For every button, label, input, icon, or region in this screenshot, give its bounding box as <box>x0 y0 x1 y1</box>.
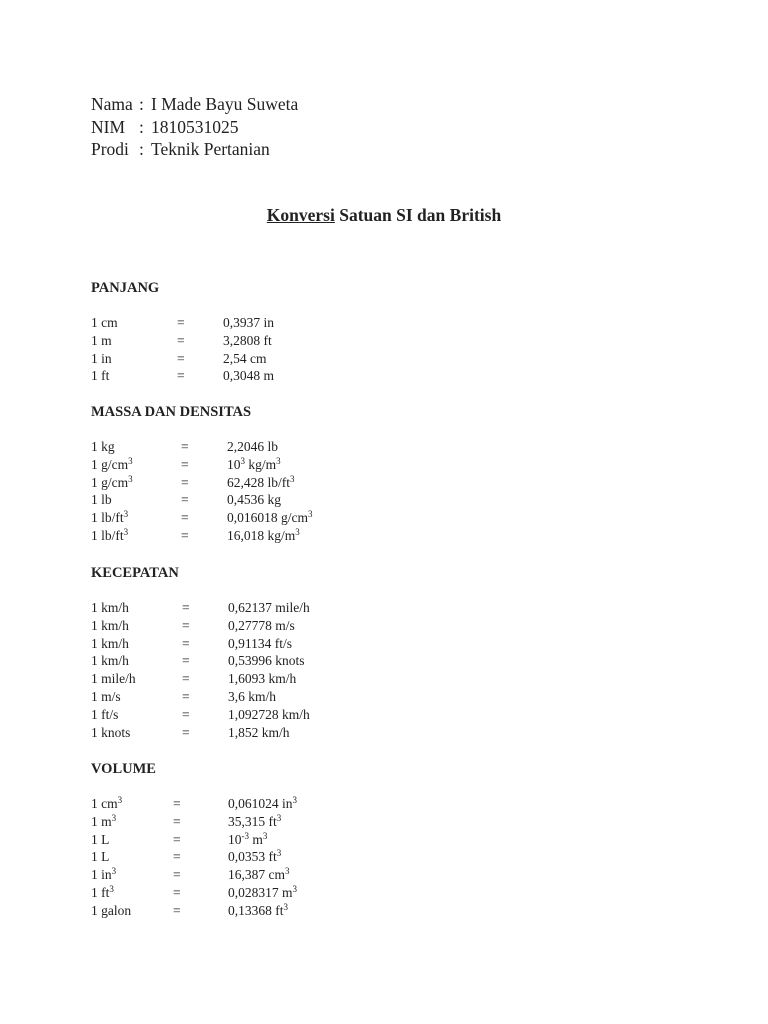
conversion-rows <box>91 795 691 920</box>
prodi-separator: : <box>139 139 144 159</box>
equals-sign: = <box>173 884 181 900</box>
conversion-lhs: 1 lb <box>91 492 112 508</box>
conversion-lhs: 1 $cm^3$ <box>91 795 123 811</box>
section-title: KECEPATAN <box>91 565 179 581</box>
equals-sign: = <box>181 510 189 526</box>
conversion-row <box>91 474 691 492</box>
conversion-rhs: 3,2808 ft <box>223 332 272 348</box>
conversion-row <box>91 724 691 742</box>
conversion-lhs: 1 m <box>91 332 112 348</box>
conversion-rhs: $10^3$ $kg/m^3$ <box>227 455 281 472</box>
nim-label: NIM <box>91 116 126 137</box>
conversion-rhs: 2,54 cm <box>223 350 267 366</box>
conversion-lhs: 1 ft <box>91 368 110 384</box>
equals-sign: = <box>173 796 181 811</box>
conversion-rows <box>91 438 691 545</box>
conversion-row <box>91 813 691 831</box>
section-volume <box>91 760 691 920</box>
equals-sign: = <box>182 600 190 615</box>
equals-sign: = <box>182 635 190 651</box>
nim-separator: : <box>139 116 144 137</box>
equals-sign: = <box>181 439 189 454</box>
conversion-rows <box>91 599 691 741</box>
nama-value: I Made Bayu Suweta <box>151 94 299 114</box>
section-massa-densitas <box>91 403 691 545</box>
conversion-row <box>91 884 691 902</box>
equals-sign: = <box>173 831 181 847</box>
conversion-lhs: 1 $g/cm^3$ <box>91 455 133 472</box>
conversion-rhs: 3,6 km/h <box>228 688 277 704</box>
equals-sign: = <box>173 849 181 865</box>
section-title: PANJANG <box>91 280 160 296</box>
section-panjang <box>91 279 691 385</box>
conversion-row <box>91 866 691 884</box>
conversion-lhs: 1 knots <box>91 724 131 740</box>
conversion-rhs: 0,0353 $ft^3$ <box>228 848 282 865</box>
conversion-row <box>91 902 691 920</box>
conversion-lhs: 1 galon <box>91 902 132 918</box>
document-title <box>0 205 768 226</box>
conversion-row <box>91 848 691 866</box>
conversion-rows <box>91 314 691 385</box>
section-title: VOLUME <box>91 761 156 777</box>
conversion-rhs: 2,2046 lb <box>227 439 279 454</box>
equals-sign: = <box>181 527 189 543</box>
equals-sign: = <box>177 350 185 366</box>
equals-sign: = <box>182 617 190 633</box>
conversion-row <box>91 795 691 813</box>
conversion-lhs: 1 km/h <box>91 600 129 615</box>
conversion-row <box>91 332 691 350</box>
equals-sign: = <box>181 492 189 508</box>
conversion-lhs: 1 km/h <box>91 617 129 633</box>
conversion-rhs: 0,028317 $m^3$ <box>228 883 298 900</box>
conversion-row <box>91 350 691 368</box>
conversion-lhs: 1 $ft^3$ <box>91 883 114 900</box>
conversion-rhs: 16,387 $cm^3$ <box>228 866 290 883</box>
conversion-rhs: 62,428 $lb/ft^3$ <box>227 473 295 490</box>
section-title: MASSA DAN DENSITAS <box>91 404 252 420</box>
nama-line <box>91 93 298 116</box>
conversion-rhs: 16,018 $kg/m^3$ <box>227 526 300 543</box>
conversion-rhs: 0,3048 m <box>223 368 275 384</box>
conversion-lhs: 1 in <box>91 350 112 366</box>
equals-sign: = <box>173 867 181 883</box>
conversion-lhs: 1 L <box>91 849 110 865</box>
conversion-lhs: 1 kg <box>91 439 115 454</box>
conversion-lhs: 1 mile/h <box>91 671 136 687</box>
conversion-rhs: $10^{-3}$ $m^3$ <box>228 830 268 847</box>
conversion-lhs: 1 m/s <box>91 688 121 704</box>
equals-sign: = <box>182 671 190 687</box>
conversion-lhs: 1 cm <box>91 315 118 330</box>
student-header <box>91 93 298 161</box>
conversion-rhs: 35,315 $ft^3$ <box>228 812 282 829</box>
equals-sign: = <box>177 332 185 348</box>
conversion-rhs: 0,3937 in <box>223 315 275 330</box>
conversion-rhs: 1,852 km/h <box>228 724 290 740</box>
conversion-row <box>91 831 691 849</box>
section-kecepatan <box>91 564 691 741</box>
nim-value: 1810531025 <box>151 116 239 137</box>
prodi-value: Teknik Pertanian <box>151 139 270 159</box>
conversion-row <box>91 688 691 706</box>
title-rest: Satuan SI dan British <box>334 205 502 225</box>
conversion-rhs: 0,27778 m/s <box>228 617 295 633</box>
nim-line <box>91 116 298 139</box>
title-underlined-word: Konversi <box>266 205 335 225</box>
conversion-lhs: 1 $g/cm^3$ <box>91 473 133 490</box>
conversion-rhs: 0,016018 $g/cm^3$ <box>227 509 313 526</box>
nama-label: Nama <box>91 94 133 114</box>
equals-sign: = <box>181 456 189 472</box>
conversion-rhs: 0,53996 knots <box>228 653 305 669</box>
conversion-row <box>91 617 691 635</box>
conversion-row <box>91 509 691 527</box>
conversion-lhs: 1 $in^3$ <box>91 866 117 883</box>
prodi-label: Prodi <box>91 139 129 159</box>
conversion-row <box>91 314 691 332</box>
conversion-row <box>91 706 691 724</box>
conversion-row <box>91 670 691 688</box>
equals-sign: = <box>173 813 181 829</box>
equals-sign: = <box>177 368 185 384</box>
conversion-row <box>91 438 691 456</box>
conversion-rhs: 0,13368 $ft^3$ <box>228 901 288 918</box>
conversion-lhs: 1 L <box>91 831 110 847</box>
conversion-row <box>91 635 691 653</box>
conversion-lhs: 1 $lb/ft^3$ <box>91 526 129 543</box>
nama-separator: : <box>139 94 144 114</box>
conversion-rhs: 0,4536 kg <box>227 492 281 508</box>
conversion-rhs: 0,061024 $in^3$ <box>228 795 298 811</box>
conversion-lhs: 1 km/h <box>91 635 129 651</box>
conversion-row <box>91 491 691 509</box>
equals-sign: = <box>177 315 185 330</box>
equals-sign: = <box>182 653 190 669</box>
conversion-rhs: 0,62137 mile/h <box>228 600 310 615</box>
conversion-row <box>91 599 691 617</box>
conversion-row <box>91 456 691 474</box>
conversion-row <box>91 652 691 670</box>
conversion-row <box>91 367 691 385</box>
equals-sign: = <box>173 902 181 918</box>
conversion-lhs: 1 ft/s <box>91 706 119 722</box>
conversion-row <box>91 527 691 545</box>
conversion-rhs: 1,092728 km/h <box>228 706 310 722</box>
conversion-rhs: 1,6093 km/h <box>228 671 297 687</box>
conversion-lhs: 1 $lb/ft^3$ <box>91 509 129 526</box>
prodi-line <box>91 138 298 161</box>
equals-sign: = <box>182 688 190 704</box>
equals-sign: = <box>182 724 190 740</box>
equals-sign: = <box>181 474 189 490</box>
conversion-lhs: 1 km/h <box>91 653 129 669</box>
equals-sign: = <box>182 706 190 722</box>
conversion-lhs: 1 $m^3$ <box>91 812 117 829</box>
conversion-rhs: 0,91134 ft/s <box>228 635 292 651</box>
